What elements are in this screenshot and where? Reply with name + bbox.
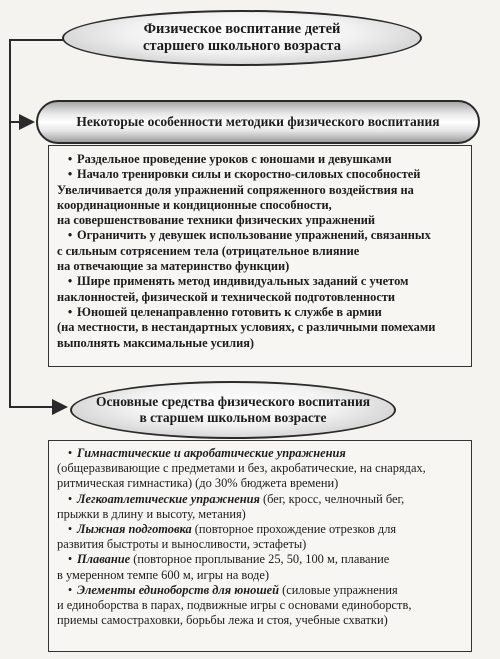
section1-line — [57, 259, 463, 274]
section1-line-text: Юношей целенаправленно готовить к службе в армии — [77, 304, 382, 319]
bullet-icon: • — [67, 446, 73, 460]
section2-item-continuation: развития быстроты и выносливости, эстафеты) — [57, 537, 307, 552]
section1-content-box — [48, 145, 472, 367]
section1-line — [57, 290, 463, 305]
section2-item — [57, 552, 463, 567]
bullet-icon: • — [67, 167, 73, 182]
section2-item-continuation: приемы самостраховки, борьбы лежа и стоя, учебные схватки) — [57, 613, 388, 628]
section1-line-text: на отвечающие за материнство функции) — [57, 259, 290, 274]
section2-item-continuation: и единоборства в парах, подвижные игры с основами единоборств, — [57, 598, 412, 613]
section1-line — [57, 244, 463, 259]
section2-item-detail: (повторное проплывание 25, 50, 100 м, плавание — [130, 552, 390, 567]
bullet-icon: • — [67, 582, 73, 597]
section2-item — [57, 522, 463, 537]
section1-line-text: наклонностей, физической и технической подготовленности — [57, 289, 396, 304]
section1-line-text: Шире применять метод индивидуальных заданий с учетом — [77, 274, 409, 289]
section1-line-text: на совершенствование техники физических упражнений — [57, 213, 376, 228]
section1-line — [57, 183, 463, 198]
bullet-icon: • — [67, 522, 73, 537]
section1-line — [57, 320, 463, 335]
section2-item-continuation: прыжки в длину и высоту, метания) — [57, 506, 246, 521]
section2-item — [57, 583, 463, 598]
bullet-icon: • — [67, 491, 73, 506]
section2-item — [57, 446, 463, 461]
section1-line-text: координационные и кондиционные способности, — [57, 197, 332, 212]
section2-header-line-2: в старшем школьном возрасте — [139, 410, 327, 425]
section2-item-heading: Элементы единоборств для юношей — [77, 582, 280, 597]
main-title-line-1: Физическое воспитание детей — [143, 21, 341, 37]
bullet-icon: • — [67, 552, 73, 567]
bullet-icon: • — [67, 274, 73, 289]
section2-item-detail: (бег, кросс, челночный бег, — [259, 491, 405, 506]
section2-header-line-1: Основные средства физического воспитания — [95, 394, 371, 409]
section2-content-box — [48, 440, 472, 652]
section1-line-text: Ограничить у девушек использование упражнений, связанных — [77, 228, 431, 243]
section1-line — [57, 274, 463, 289]
section1-line — [57, 336, 463, 351]
main-title-line-2: старшего школьного возраста — [143, 38, 341, 54]
section2-item-detail: (силовые упражнения — [279, 582, 398, 597]
section1-header — [36, 100, 480, 144]
section2-item-continuation: в умеренном темпе 600 м, игры на воде) — [57, 567, 269, 582]
bullet-icon: • — [67, 304, 73, 319]
section1-line-text: Начало тренировки силы и скоростно-силовых способностей — [77, 167, 421, 182]
section2-item-heading: Плавание — [77, 552, 131, 567]
section1-line-text: Раздельное проведение уроков с юношами и девушками — [77, 152, 392, 166]
section2-item-heading: Гимнастические и акробатические упражнения — [77, 446, 346, 460]
section1-line — [57, 152, 463, 167]
section1-line-text: Увеличивается доля упражнений сопряженного воздействия на — [57, 182, 414, 197]
section1-line — [57, 305, 463, 320]
section1-header-text: Некоторые особенности методики физического воспитания — [76, 114, 440, 129]
section2-header-ellipse — [70, 381, 396, 439]
main-title-ellipse — [62, 10, 422, 66]
section1-line — [57, 198, 463, 213]
section2-item-continuation: (общеразвивающие с предметами и без, акробатические, на снарядах, — [57, 461, 426, 476]
section1-line-text: выполнять максимальные усилия) — [57, 335, 255, 350]
section1-line — [57, 167, 463, 182]
bullet-icon: • — [67, 228, 73, 243]
section2-item-heading: Легкоатлетические упражнения — [77, 491, 260, 506]
section1-line-text: с сильным сотрясением тела (отрицательное влияние — [57, 243, 360, 258]
section2-item-detail: (повторное прохождение отрезков для — [191, 522, 397, 537]
section2-item — [57, 492, 463, 507]
section2-item-heading: Лыжная подготовка — [77, 522, 192, 537]
section1-line — [57, 213, 463, 228]
bullet-icon: • — [67, 152, 73, 166]
section2-item-continuation: ритмическая гимнастика) (до 30% бюджета времени) — [57, 476, 339, 491]
section1-line — [57, 228, 463, 243]
section1-line-text: (на местности, в нестандартных условиях, с различными помехами — [57, 320, 436, 335]
